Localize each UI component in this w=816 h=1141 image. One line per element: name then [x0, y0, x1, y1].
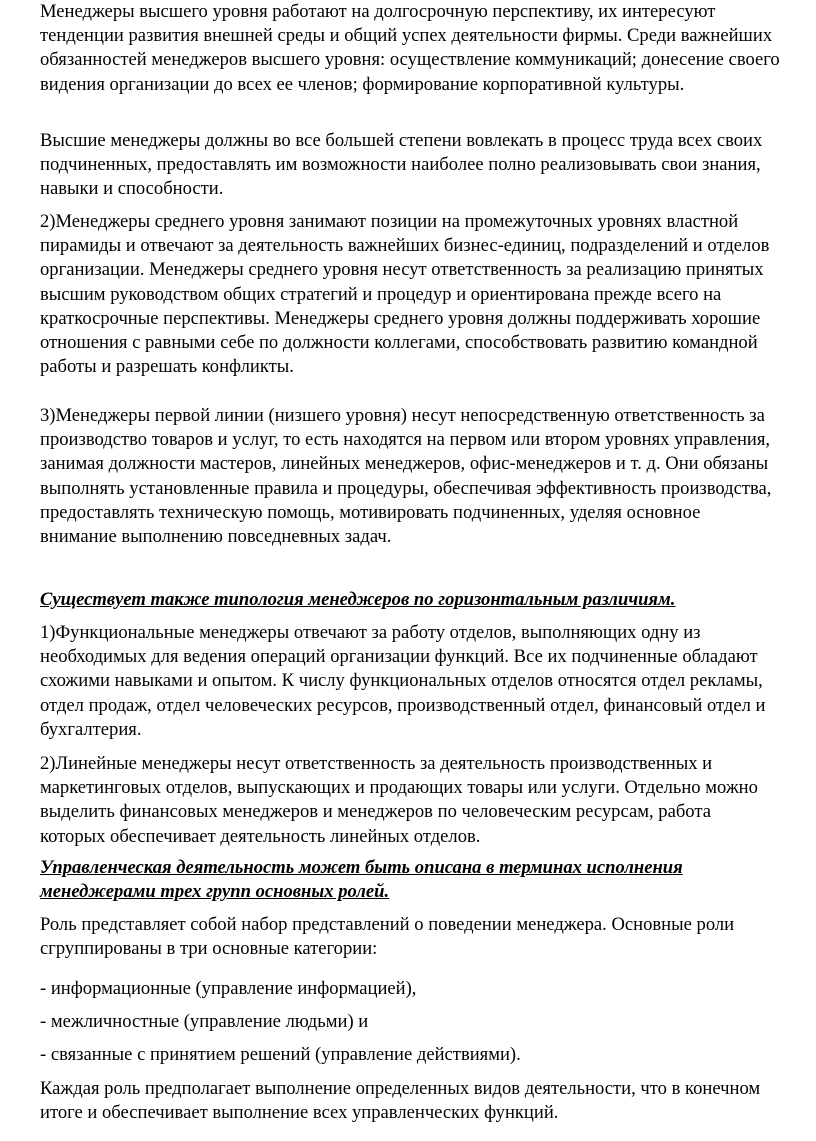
paragraph-top-managers: Менеджеры высшего уровня работают на долгосрочную перспективу, их интересуют тенденции развития внешней среды и общий успех деятельности фирмы. Среди важнейших обязанностей менеджеров высшего уровня: осуществление коммуникаций; донесение своего видения организации до всех ее членов; формирование корпоративной культуры.	[40, 1, 780, 95]
paragraph-roles-conclusion: Каждая роль предполагает выполнение определенных видов деятельности, что в конечном итоге и обеспечивает выполнение всех управленческих функций.	[40, 1078, 761, 1124]
list-item-interpersonal: - межличностные (управление людьми) и	[40, 1011, 369, 1032]
heading-managerial-roles: Управленческая деятельность может быть описана в терминах исполнения менеджерами трех групп основных ролей.	[40, 857, 683, 903]
paragraph-first-line-managers: 3)Менеджеры первой линии (низшего уровня) несут непосредственную ответственность за производство товаров и услуг, то есть находятся на первом или втором уровнях управления, занимая должности мастеров, линейных менеджеров, офис-менеджеров и т. д. Они обязаны выполнять установленные правила и процедуры, обеспечивая эффективность производства, предоставлять техническую помощь, мотивировать подчиненных, уделяя основное внимание выполнению повседневных задач.	[40, 405, 772, 548]
paragraph-functional-managers: 1)Функциональные менеджеры отвечают за работу отделов, выполняющих одну из необходимых для ведения операций организации функций. Все их подчиненные обладают схожими навыками и опытом. К числу функциональных отделов относятся отдел рекламы, отдел продаж, отдел человеческих ресурсов, производственный отдел, финансовый отдел и бухгалтерия.	[40, 622, 766, 740]
paragraph-role-definition: Роль представляет собой набор представлений о поведении менеджера. Основные роли сгруппированы в три основные категории:	[40, 914, 735, 960]
heading-horizontal-typology: Существует также типология менеджеров по горизонтальным различиям.	[40, 589, 676, 610]
list-item-decisional: - связанные с принятием решений (управление действиями).	[40, 1044, 521, 1065]
list-item-informational: - информационные (управление информацией),	[40, 978, 417, 999]
paragraph-line-managers: 2)Линейные менеджеры несут ответственность за деятельность производственных и маркетинговых отделов, выпускающих и продающих товары или услуги. Отдельно можно выделить финансовых менеджеров и менеджеров по человеческим ресурсам, работа которых обеспечивает деятельность линейных отделов.	[40, 753, 758, 847]
paragraph-top-managers-involvement: Высшие менеджеры должны во все большей степени вовлекать в процесс труда всех своих подчиненных, предоставлять им возможности наиболее полно реализовывать свои знания, навыки и способности.	[40, 130, 763, 200]
paragraph-middle-managers: 2)Менеджеры среднего уровня занимают позиции на промежуточных уровнях властной пирамиды и отвечают за деятельность важнейших бизнес-единиц, подразделений и отделов организации. Менеджеры среднего уровня несут ответственность за реализацию принятых высшим руководством общих стратегий и процедур и ориентирована прежде всего на краткосрочные перспективы. Менеджеры среднего уровня должны поддерживать хорошие отношения с равными себе по должности коллегами, способствовать развитию командной работы и разрешать конфликты.	[40, 211, 770, 378]
